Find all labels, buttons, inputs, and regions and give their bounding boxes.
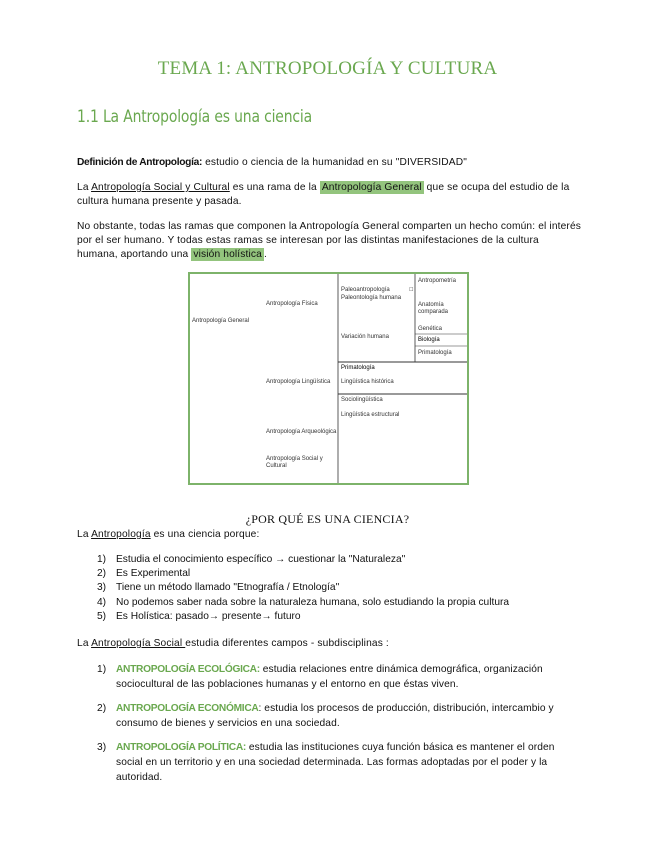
highlight-vision-holistica: visión holística (193, 249, 262, 260)
list-number: 1) (97, 664, 107, 675)
list-item (97, 610, 577, 624)
diagram-paleontologia: Paleontología humana (341, 295, 402, 301)
diagram-branch-arqueologica: Antropología Arqueológica (266, 429, 337, 435)
list-item (97, 567, 577, 581)
list-number: 1) (97, 554, 107, 565)
subdiscipline-label: ANTROPOLOGÍA POLÍTICA: (116, 742, 246, 753)
diagram-sociolinguistica: Sociolingüística (341, 397, 383, 403)
diagram-linguistica-historica: Lingüística histórica (341, 379, 394, 385)
list-number: 4) (97, 596, 107, 608)
why-list (97, 553, 577, 624)
list-number: 2) (97, 703, 107, 714)
subdiscipline-label: ANTROPOLOGÍA ECOLÓGICA: (116, 664, 260, 675)
highlight-antropologia-general: Antropología General (321, 182, 422, 193)
diagram-antropometria: Antropometría (418, 278, 457, 284)
text-run: estudia diferentes campos - subdisciplinas : (185, 638, 389, 649)
diagram-branch-linguistica: Antropología Lingüística (266, 379, 331, 385)
text-run: es una ciencia porque: (150, 529, 260, 540)
list-text: Estudia el conocimiento específico → cuestionar la "Naturaleza" (116, 554, 406, 565)
subdiscipline-item (97, 740, 577, 785)
diagram-biologia: Biología (418, 337, 440, 343)
list-item (97, 596, 577, 610)
link-antropologia-social-cultural[interactable]: Antropología Social y Cultural (91, 182, 230, 193)
why-intro (77, 528, 582, 542)
diagram-primatologia-small: Primatología (418, 350, 452, 356)
text-run: es una rama de la (229, 182, 320, 193)
list-item (97, 581, 577, 595)
diagram-anatomia: Anatomía comparada (418, 302, 449, 315)
paragraph-1 (77, 181, 582, 209)
text-run: que se ocupa del estudio de la cultura humana presente y pasada. (77, 182, 570, 207)
list-number: 5) (97, 610, 107, 622)
list-number: 3) (97, 742, 107, 753)
subdiscipline-item (97, 701, 577, 731)
definition-text: estudio o ciencia de la humanidad en su "DIVERSIDAD" (202, 157, 468, 168)
text-run: La (77, 529, 92, 540)
list-number: 3) (97, 582, 107, 594)
antropologia-diagram (188, 272, 469, 485)
subdiscipline-label: ANTROPOLOGÍA ECONÓMICA (116, 703, 259, 714)
diagram-variacion-humana: Variación humana (341, 334, 389, 340)
subdiscipline-item (97, 662, 577, 692)
why-heading: ¿POR QUÉ ES UNA CIENCIA? (245, 512, 410, 526)
diagram-root: Antropología General (192, 318, 250, 324)
diagram-branch-fisica: Antropología Física (266, 301, 318, 307)
link-antropologia-social[interactable]: Antropología Social (91, 638, 186, 649)
text-run: No obstante, todas las ramas que componen la Antropología General comparten un hecho común: el interés por el ser humano. Y todas estas ramas se interesan por las distintas manifestaciones de la cultura humana, aportando una (77, 221, 582, 260)
diagram-genetica: Genética (418, 326, 443, 332)
definition-label: Definición de Antropología: (77, 157, 203, 168)
subdiscipline-text: estudia relaciones entre dinámica demográfica, organización sociocultural de las poblaciones humanas y el entorno en que éstas viven. (116, 664, 543, 690)
list-text: Es Experimental (116, 568, 191, 580)
subdiscipline-text: estudia las instituciones cuya función básica es mantener el orden social en un territorio y en una sociedad determinada. Las formas adoptadas por el poder y la autoridad. (116, 742, 555, 783)
definition-paragraph (77, 156, 582, 170)
paragraph-2 (77, 220, 582, 262)
list-text: No podemos saber nada sobre la naturaleza humana, solo estudiando la propia cultura (116, 596, 510, 608)
section-heading: 1.1 La Antropología es una ciencia (77, 107, 312, 127)
text-run: La (77, 182, 92, 193)
diagram-linguistica-estructural: Lingüística estructural (341, 412, 400, 418)
subdiscipline-text: : estudia los procesos de producción, distribución, intercambio y consumo de bienes y servicios en una sociedad. (116, 703, 554, 729)
diagram-primatologia: Primatología (341, 365, 375, 371)
diagram-marker-icon: ☐ (409, 287, 414, 293)
list-item (97, 553, 577, 567)
social-intro (77, 637, 582, 651)
link-antropologia[interactable]: Antropología (91, 529, 151, 540)
diagram-paleoantropologia: Paleoantropología (341, 287, 390, 293)
text-run: La (77, 638, 92, 649)
text-run: . (263, 249, 267, 260)
page-title: TEMA 1: ANTROPOLOGÍA Y CULTURA (157, 58, 498, 79)
list-number: 2) (97, 568, 107, 580)
list-text: Es Holística: pasado→ presente→ futuro (116, 610, 301, 622)
list-text: Tiene un método llamado "Etnografía / Etnología" (116, 582, 340, 594)
diagram-branch-social: Antropología Social y Cultural (266, 456, 323, 469)
